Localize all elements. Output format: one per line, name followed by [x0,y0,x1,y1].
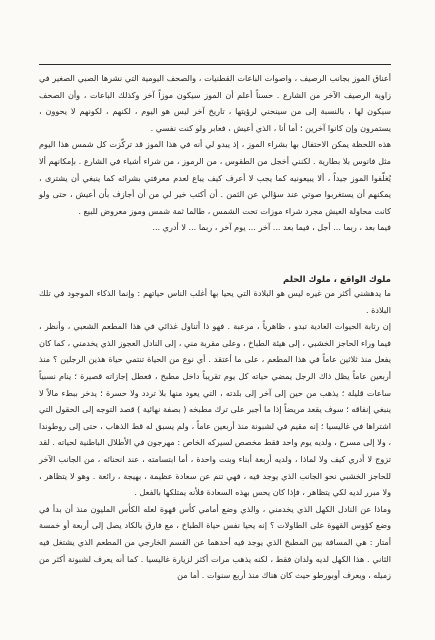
top-text-block [39,70,391,236]
top-horizontal-rule [39,64,391,65]
paragraph-banana-street: أعناق الموز بجانب الرصيف ، واصوات الباعات القطنيات ، والصحف اليومية التي نشرها الصبي الصغير في زاوية الرصيف الآخر من الشارع . حسناً أعلم أن الموز سيكون موزاً آخر وكذلك الباعات ، وأن الصحف سيكون لها ، بالنسبة إلى من سينحني لرؤيتها ، تاريخ آخر ليس هو اليوم ، لكنهم ، لكونهم لا يحوون ، يستمرون وإن كانوا آخرين ؛ أما أنا ، الذي أعيش ، فعابر ولو كنت نفسي . [39,73,391,133]
paragraph-later-maybe: فيما بعد ، ربما ... أجل ، فيما بعد ... آخر ... يوم آخر ، ربما ... لا أدري ... [152,222,391,233]
paragraph-intelligence-of-dullness: ما يدهشني أكثر من غيره ليس هو البلادة التي يحيا بها أغلب الناس حياتهم : وإنما الذكاء الموجود في تلك البلادة . [39,288,391,315]
paragraph-buying-bananas: هذه اللحظة يمكن الاحتفال بها بشراء الموز ، إذ يبدو لي أنه في هذا الموز قد تركّزت كل شمس هذا اليوم مثل فانوس بلا بطارية . لكنني أخجل من الطقوس ، من الرموز ، من شراء أشياء في الشارع . بإمكانهم ألا يُغلّفوا الموز جيداً ، ألا يبيعونيه كما يجب لا أعرف كيف يباع لعدم معرفتي بشرائه كما ينبغي أن يشترى ، يمكنهم أن يستغربوا صوتي عند سؤالي عن الثمن . أن أكتب خير لي من أن أجازف بأن أعيش ، حتى ولو كانت محاولة العيش مجرد شراء موزات تحت الشمس ، طالما ثمة شمس وموز معروض للبيع . [39,139,391,216]
paragraph-cook-life: إن رتابة الحيوات العادية تبدو ، ظاهرياً ، مرعبة . فهو ذا أتناول غذائي في هذا المطعم الشعبي ، وأنظر ، فيما وراء الحاجز الخشبي ، إلى هيئة الطباخ ، وعلى مقربة مني ، إلى النادل العجوز الذي يخدمني ، كما كان يفعل منذ ثلاثين عاماً في هذا المطعم ، على ما أعتقد . أي نوع من الحياة تنتمي حياة هذين الرجلين ؟ منذ أربعين عاماً يظل ذاك الرجل يمضي حياته كل يوم تقريباً داخل مطبخ ، فعطل إجازاته قصيرة ؛ ينام نسبياً ساعات قليلة ؛ يذهب من حين إلى آخر إلى بلدته ، التي يعود منها بلا تردد ولا حسرة ؛ يدخر ببطء مالاً لا ينبغي إنفاقه ؛ سوف يقعد مريضاً إذا ما أجبر على ترك مطبخه ( بصفة نهائية ) قصد التوجه إلى الحقول التي اشتراها في غاليسيا ؛ إنه مقيم في لشبونة منذ أربعين عاماً ، ولم يسبق له قط الذهاب ، حتى إلى روطوندا ، ولا إلى مسرح ، ولديه يوم واحد فقط مخصص لسيركه الخاص : مهرجون في الأطلال الباطنية لحياته . لقد تزوج لا أدري كيف ولا لماذا ، ولديه أربعة أبناء وبنت واحدة ، أما ابتسامته ، عند انحنائه ، من الجانب الآخر للحاجز الخشبي نحو الجانب الذي يوجد فيه ، فهي تنم عن سعادة عظيمة ، بهيجة ، رائعة . وهو لا يتظاهر ، ولا مبرر لديه لكي يتظاهر ، فإذا كان يحس بهذه السعادة فلأنه يمتلكها بالفعل . [39,321,391,498]
section-heading: ملوك الواقع ، ملوك الحلم [282,275,391,285]
bottom-text-block [39,285,391,584]
paragraph-old-waiter: وماذا عن النادل الكهل الذي يخدمني ، والذي وضع أمامي كأس قهوة لعله الكأس المليون منذ أن بدأ في وضع كؤوس القهوة على الطاولات ؟ إنه يحيا نفس حياة الطباخ ، مع فارق بالكاد يصل إلى أربعة أو خمسة أمتار : هي المسافة بين المطبخ الذي يوجد فيه أحدهما عن القسم الخارجي من المطعم الذي يشتغل فيه الثاني . هذا الكهل لديه ولدان فقط ، لكنه يذهب مرات أكثر لزيارة غاليسيا . كما أنه يعرف لشبونة أكثر من زميله ، ويعرف أوبورطو حيث كان هناك منذ أربع سنوات . أما من [39,503,391,581]
